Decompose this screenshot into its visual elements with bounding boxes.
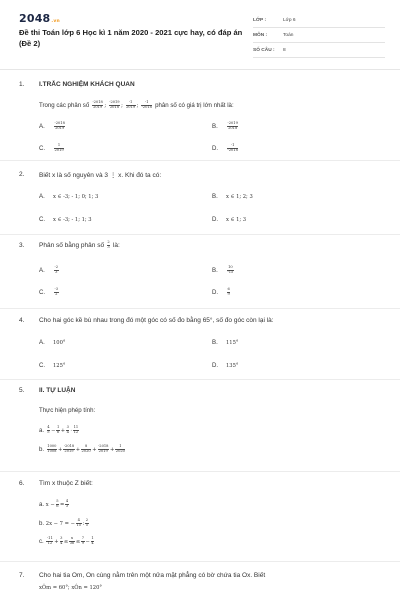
- denominator: 4: [60, 540, 63, 545]
- numerator: 6: [227, 287, 230, 291]
- prompt-text: phân số có giá trị lớn nhất là:: [155, 101, 234, 109]
- numerator: -3: [54, 287, 59, 291]
- sub-question-c: [39, 537, 95, 546]
- question-number: 3.: [19, 242, 25, 249]
- section-title: I.TRẮC NGHIỆM KHÁCH QUAN: [39, 81, 135, 88]
- numerator: 10: [228, 265, 233, 269]
- question-prompt: Tìm x thuộc Z biết:: [39, 480, 93, 487]
- divider: [0, 379, 400, 380]
- sub-label: a.: [39, 426, 45, 434]
- expr-text: 2x − 7 = −: [45, 520, 75, 527]
- denominator: 6: [56, 429, 60, 434]
- exam-meta: [253, 13, 385, 58]
- numerator: 7: [81, 536, 84, 540]
- operator: ≤: [63, 538, 69, 545]
- question-number: 6.: [19, 480, 25, 487]
- question-number: 7.: [19, 572, 25, 579]
- option-text: 100°: [53, 340, 66, 346]
- option-b[interactable]: B. $\frac{10}{-15}$: [212, 265, 234, 274]
- operator: +: [54, 538, 59, 545]
- divider: [0, 308, 400, 309]
- denominator: 2020: [115, 448, 125, 453]
- option-text: x ∈ -3; - 1; 0; 1; 3: [53, 194, 99, 200]
- numerator: 1: [54, 144, 64, 149]
- question-number: 1.: [19, 81, 25, 88]
- denominator: 4: [66, 429, 69, 434]
- numerator: 1: [56, 425, 60, 429]
- sub-label: a.: [39, 500, 45, 508]
- expr-text: x −: [45, 501, 55, 508]
- numerator: 4: [65, 499, 69, 503]
- operator: =: [60, 501, 65, 508]
- sub-question-a: [39, 426, 80, 435]
- fraction: [109, 101, 120, 110]
- option-a[interactable]: A. $\frac{-2018}{2019}$: [39, 121, 65, 130]
- logo-suffix: .vn: [51, 19, 60, 24]
- option-a[interactable]: A. $\frac{-2}{3}$: [39, 265, 59, 274]
- option-text: x ∈ 1; 2; 3: [226, 194, 253, 200]
- denominator: 2019: [93, 104, 103, 109]
- operator: +: [75, 446, 81, 453]
- divider: [0, 561, 400, 562]
- question-prompt: [39, 241, 120, 250]
- option-text: 115°: [226, 340, 239, 346]
- section-title: II. TỰ LUẬN: [39, 387, 76, 394]
- operator: +: [109, 446, 115, 453]
- sub-label: b.: [39, 445, 45, 453]
- divider: [0, 234, 400, 235]
- denominator: 2018: [228, 125, 238, 130]
- option-c[interactable]: C. $\frac{1}{2019}$: [39, 143, 64, 152]
- site-logo[interactable]: [19, 12, 60, 25]
- denominator: 4: [91, 540, 94, 545]
- option-a[interactable]: A. x ∈ -3; - 1; 0; 1; 3: [39, 193, 99, 200]
- denominator: -2018: [141, 104, 152, 109]
- denominator: 3: [107, 244, 110, 249]
- question-prompt-line2: xÔm = 60°; xÔn = 120°: [39, 585, 102, 591]
- meta-row-class: [253, 13, 385, 28]
- numerator: -2018: [98, 444, 109, 448]
- numerator: 4: [77, 518, 80, 522]
- denominator: 12: [73, 429, 79, 434]
- option-c[interactable]: C. x ∈ -3; - 1; 1; 3: [39, 216, 92, 223]
- question-prompt: [39, 101, 234, 110]
- denominator: 1008: [47, 448, 57, 453]
- numerator: 2: [107, 240, 110, 244]
- numerator: 3: [66, 425, 69, 429]
- numerator: 4: [47, 425, 50, 429]
- option-d[interactable]: D. $\frac{-1}{-2018}$: [212, 143, 238, 152]
- numerator: 3: [60, 536, 63, 540]
- denominator: 2019: [64, 448, 74, 453]
- denominator: 2019: [54, 147, 64, 152]
- option-text: x ∈ 1; 3: [226, 217, 247, 223]
- denominator: 2018: [109, 104, 119, 109]
- option-b[interactable]: B. $\frac{-2019}{2018}$: [212, 121, 238, 130]
- operator: ·: [70, 427, 73, 434]
- denominator: 2: [55, 291, 58, 296]
- denominator: 5: [47, 429, 50, 434]
- fraction: [126, 101, 136, 110]
- numerator: -2018: [54, 121, 65, 125]
- operator: −: [85, 538, 90, 545]
- denominator: 2020: [81, 448, 91, 453]
- fraction: [92, 101, 103, 110]
- meta-key: MÔN :: [253, 32, 268, 38]
- operator: +: [57, 446, 63, 453]
- numerator: 1000: [47, 444, 57, 448]
- option-text: 135°: [226, 363, 239, 369]
- question-prompt: Cho hai góc kề bù nhau trong đó một góc có số đo bằng 65°, số đo góc còn lại là:: [39, 317, 274, 324]
- numerator: -1: [227, 144, 238, 149]
- question-prompt: Biết x là số nguyên và 3 ⋮ x. Khi đó ta có:: [39, 172, 162, 179]
- fraction: [141, 101, 152, 110]
- operator: +: [60, 427, 66, 434]
- numerator: -11: [46, 536, 53, 540]
- meta-value: Toán: [283, 32, 294, 38]
- numerator: -2019: [109, 100, 120, 104]
- denominator: 15: [76, 522, 82, 527]
- option-d[interactable]: D. x ∈ 1; 3: [212, 216, 247, 223]
- prompt-text: Trong các phân số: [39, 101, 90, 109]
- prompt-text: là:: [112, 241, 120, 249]
- denominator: 6: [56, 503, 59, 508]
- question-number: 4.: [19, 317, 25, 324]
- numerator: -2: [54, 265, 59, 269]
- sub-question-b: [39, 445, 126, 454]
- divider: [0, 471, 400, 472]
- denominator: 3: [55, 269, 58, 274]
- numerator: -2018: [92, 100, 103, 104]
- denominator: 9: [227, 291, 230, 296]
- numerator: 8: [81, 445, 91, 450]
- option-text: 125°: [53, 363, 66, 369]
- option-d[interactable]: D. $\frac{6}{9}$: [212, 287, 230, 296]
- operator: +: [92, 446, 97, 453]
- divider: [0, 160, 400, 161]
- meta-value: 8: [283, 47, 286, 53]
- question-prompt: Cho hai tia Om, On cùng nằm trên một nửa mặt phẳng có bờ chứa tia Ox. Biết: [39, 572, 266, 579]
- exam-header: [0, 0, 400, 70]
- option-c[interactable]: C. 125°: [39, 362, 66, 369]
- meta-row-count: [253, 43, 385, 58]
- numerator: -2018: [63, 444, 75, 448]
- numerator: 11: [73, 425, 79, 429]
- denominator: 2019: [98, 448, 108, 453]
- denominator: -15: [227, 269, 234, 274]
- meta-key: LỚP :: [253, 17, 267, 23]
- logo-text: 2048: [19, 12, 51, 25]
- denominator: 9: [81, 540, 84, 545]
- question-prompt: Thực hiện phép tính:: [39, 407, 96, 414]
- question-number: 2.: [19, 171, 25, 178]
- option-b[interactable]: B. x ∈ 1; 2; 3: [212, 193, 253, 200]
- prompt-text: Phân số bằng phân số: [39, 241, 105, 249]
- numerator: -1: [126, 101, 136, 106]
- operator: ≤: [75, 538, 81, 545]
- option-text: x ∈ -3; - 1; 1; 3: [53, 217, 92, 223]
- operator: :: [82, 520, 85, 527]
- numerator: 2: [85, 518, 89, 522]
- question-number: 5.: [19, 387, 25, 394]
- denominator: 3: [65, 503, 69, 508]
- option-b[interactable]: B. 115°: [212, 339, 239, 346]
- meta-row-subject: [253, 28, 385, 43]
- denominator: 2019: [55, 125, 65, 130]
- numerator: x: [71, 536, 74, 540]
- denominator: 5: [85, 522, 89, 527]
- denominator: 2019: [126, 104, 136, 109]
- option-c[interactable]: C. $\frac{-3}{2}$: [39, 287, 59, 296]
- numerator: -2019: [227, 121, 238, 125]
- meta-key: SỐ CÂU :: [253, 47, 275, 53]
- option-d[interactable]: D. 135°: [212, 362, 239, 369]
- numerator: 1: [115, 445, 125, 450]
- exam-title: Đề thi Toán lớp 6 Học kì 1 năm 2020 - 2021 cực hay, có đáp án (Đề 2): [19, 28, 243, 48]
- numerator: -1: [141, 101, 152, 106]
- denominator: -2018: [227, 147, 238, 152]
- meta-value: Lớp 6: [283, 17, 296, 23]
- sub-label: b.: [39, 519, 45, 527]
- sub-question-a: [39, 500, 70, 509]
- denominator: 36: [69, 540, 75, 545]
- option-a[interactable]: A. 100°: [39, 339, 66, 346]
- sub-question-b: [39, 519, 90, 528]
- prompt-math: $\frac{-2018}{2019}$ ; $\frac{-2019}{2018}$ ; $\frac{-1}{2019}$ ; $\frac{-1}{-2018}$: [92, 100, 152, 109]
- operator: −: [51, 427, 56, 434]
- numerator: 5: [56, 499, 59, 503]
- numerator: 1: [91, 536, 94, 540]
- denominator: 12: [47, 540, 53, 545]
- sub-label: c.: [39, 537, 44, 545]
